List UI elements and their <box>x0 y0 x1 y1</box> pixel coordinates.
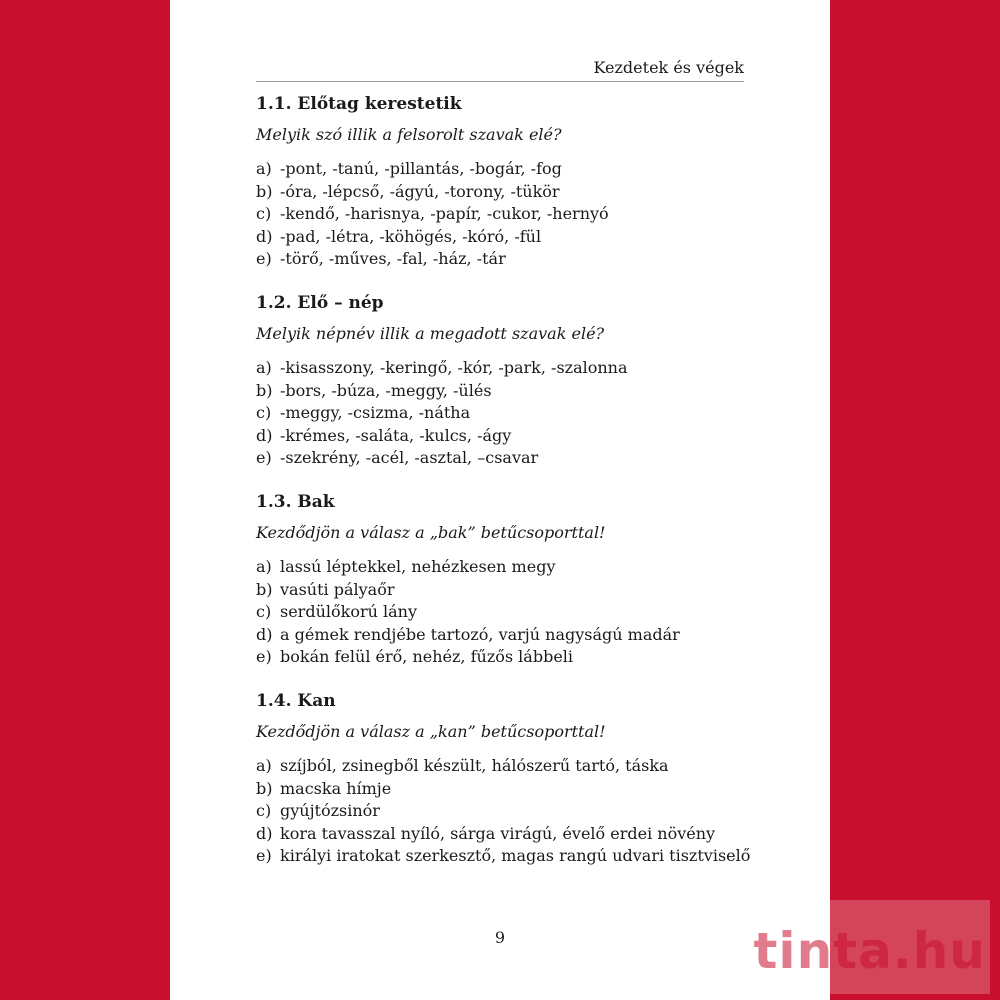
item-label: d) <box>256 425 273 445</box>
item-label: c) <box>256 801 272 821</box>
item-label: e) <box>256 448 272 468</box>
item-list <box>256 556 756 669</box>
page-number: 9 <box>494 928 506 947</box>
item-text: -szekrény, -acél, -asztal, –csavar <box>280 448 539 468</box>
section-1-3 <box>256 492 756 669</box>
item-label: c) <box>256 204 272 224</box>
book-page <box>170 0 830 1000</box>
list-item <box>256 203 756 226</box>
item-text: -kisasszony, -keringő, -kór, -park, -szalonna <box>280 357 628 377</box>
item-label: e) <box>256 846 272 866</box>
item-label: d) <box>256 226 273 246</box>
section-1-2 <box>256 293 756 470</box>
list-item <box>256 425 756 448</box>
item-label: d) <box>256 823 273 843</box>
item-label: b) <box>256 579 273 599</box>
item-text: gyújtózsinór <box>280 801 380 821</box>
item-label: c) <box>256 403 272 423</box>
item-text: a gémek rendjébe tartozó, varjú nagyságú madár <box>280 624 680 644</box>
item-text: szíjból, zsinegből készült, hálószerű tartó, táska <box>280 755 669 775</box>
list-item <box>256 556 756 579</box>
list-item <box>256 778 756 801</box>
section-1-1 <box>256 94 756 271</box>
item-list <box>256 357 756 470</box>
item-text: kora tavasszal nyíló, sárga virágú, évelő erdei növény <box>280 823 716 843</box>
list-item <box>256 447 756 470</box>
watermark-logo: tinta.hu <box>753 922 986 980</box>
item-label: d) <box>256 624 273 644</box>
item-text: serdülőkorú lány <box>280 602 417 622</box>
item-label: a) <box>256 357 272 377</box>
item-text: bokán felül érő, nehéz, fűzős lábbeli <box>280 647 574 667</box>
item-text: -meggy, -csizma, -nátha <box>280 403 471 423</box>
section-title: 1.4. Kan <box>256 690 336 711</box>
item-label: c) <box>256 602 272 622</box>
list-item <box>256 158 756 181</box>
section-title: 1.3. Bak <box>256 491 335 512</box>
item-text: -krémes, -saláta, -kulcs, -ágy <box>280 425 512 445</box>
item-text: macska hímje <box>280 778 392 798</box>
section-prompt: Melyik szó illik a felsorolt szavak elé? <box>256 125 562 144</box>
item-label: b) <box>256 380 273 400</box>
section-1-4 <box>256 691 756 868</box>
item-text: királyi iratokat szerkesztő, magas rangú udvari tisztviselő <box>280 846 751 866</box>
item-text: lassú léptekkel, nehézkesen megy <box>280 556 556 576</box>
item-label: a) <box>256 159 272 178</box>
list-item <box>256 624 756 647</box>
item-label: b) <box>256 778 273 798</box>
item-label: e) <box>256 249 272 269</box>
list-item <box>256 845 756 868</box>
section-prompt: Kezdődjön a válasz a „kan” betűcsoporttal! <box>256 721 606 741</box>
list-item <box>256 357 756 380</box>
list-item <box>256 800 756 823</box>
list-item <box>256 755 756 778</box>
item-text: -törő, -műves, -fal, -ház, -tár <box>280 249 506 269</box>
list-item <box>256 402 756 425</box>
section-prompt: Melyik népnév illik a megadott szavak elé? <box>256 323 605 343</box>
list-item <box>256 601 756 624</box>
item-list <box>256 158 756 271</box>
item-text: -pad, -létra, -köhögés, -kóró, -fül <box>280 226 542 246</box>
section-title: 1.1. Előtag kerestetik <box>256 94 462 114</box>
list-item <box>256 380 756 403</box>
running-head: Kezdetek és végek <box>256 58 744 82</box>
item-label: b) <box>256 181 273 201</box>
item-text: -bors, -búza, -meggy, -ülés <box>280 380 492 400</box>
page-content <box>256 94 756 890</box>
list-item <box>256 579 756 602</box>
section-title: 1.2. Elő – nép <box>256 292 384 313</box>
list-item <box>256 248 756 271</box>
list-item <box>256 181 756 204</box>
item-text: -óra, -lépcső, -ágyú, -torony, -tükör <box>280 181 560 201</box>
item-text: -pont, -tanú, -pillantás, -bogár, -fog <box>280 159 562 178</box>
item-text: vasúti pályaőr <box>280 579 395 599</box>
item-list <box>256 755 756 868</box>
section-prompt: Kezdődjön a válasz a „bak” betűcsoporttal! <box>256 522 606 542</box>
item-label: a) <box>256 556 272 576</box>
item-label: e) <box>256 647 272 667</box>
item-text: -kendő, -harisnya, -papír, -cukor, -hernyó <box>280 204 609 224</box>
item-label: a) <box>256 755 272 775</box>
list-item <box>256 226 756 249</box>
list-item <box>256 646 756 669</box>
list-item <box>256 823 756 846</box>
